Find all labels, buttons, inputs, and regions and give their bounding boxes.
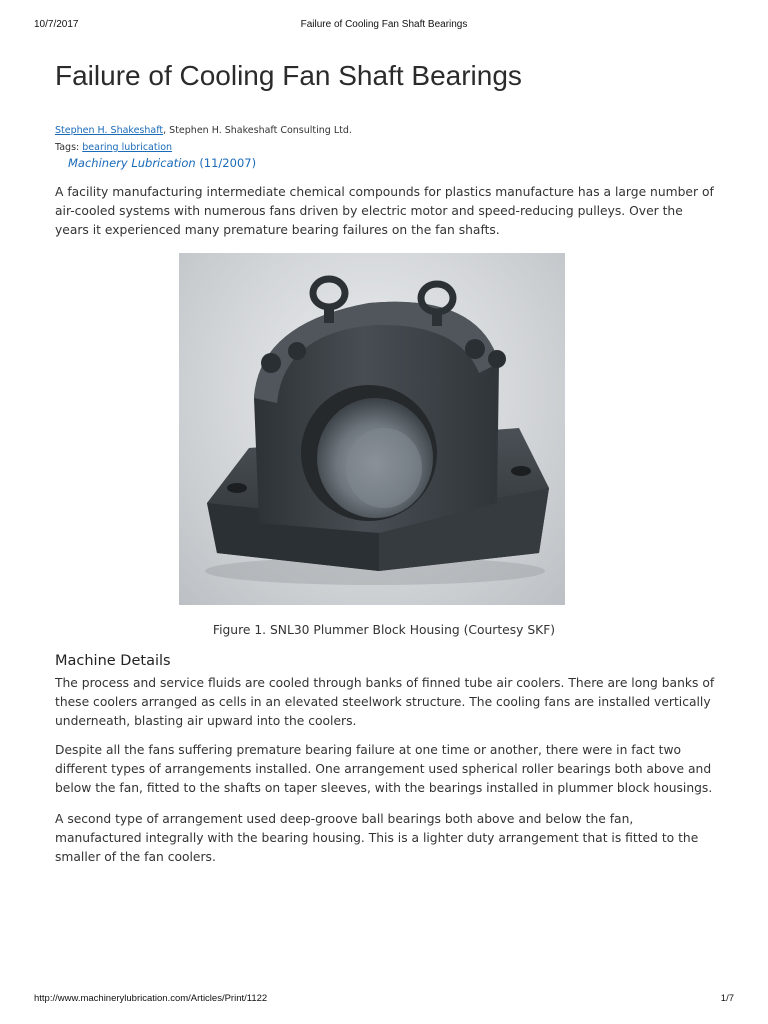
- author-link[interactable]: Stephen H. Shakeshaft: [55, 125, 164, 136]
- tags-label: Tags:: [55, 142, 83, 153]
- body-paragraph: The process and service fluids are cooled through banks of finned tube air coolers. There are long banks of these coolers arranged as cells in an elevated steelwork structure. The cooling fans are installed vertically underneath, blasting air upward into the coolers.: [55, 676, 715, 728]
- body-paragraph: A second type of arrangement used deep-groove ball bearings both above and below the fan, manufactured integrally with the bearing housing. This is a lighter duty arrangement that is fitted to the smaller of the fan coolers.: [55, 812, 699, 864]
- plummer-block-photo: [179, 253, 565, 605]
- publication-line: [68, 156, 256, 170]
- tag-link[interactable]: bearing lubrication: [82, 142, 173, 153]
- author-affiliation: , Stephen H. Shakeshaft Consulting Ltd.: [163, 125, 352, 136]
- print-date: 10/7/2017: [34, 19, 79, 30]
- intro-paragraph: A facility manufacturing intermediate chemical compounds for plastics manufacture has a large number of air-cooled systems with numerous fans driven by electric motor and speed-reducing pulleys. Over the years it experienced many premature bearing failures on the fan shafts.: [55, 185, 714, 237]
- publication-date: (11/2007): [199, 156, 257, 170]
- body-paragraph: Despite all the fans suffering premature bearing failure at one time or another, there were in fact two different types of arrangements installed. One arrangement used spherical roller bearings both above and below the fan, fitted to the shafts on taper sleeves, with the bearings installed in plummer block housings.: [55, 743, 713, 795]
- page-number: 1/7: [720, 993, 734, 1004]
- publication-name[interactable]: Machinery Lubrication: [68, 156, 196, 170]
- figure-caption: Figure 1. SNL30 Plummer Block Housing (Courtesy SKF): [212, 623, 556, 637]
- author-line: [55, 125, 352, 136]
- page-title: Failure of Cooling Fan Shaft Bearings: [55, 60, 522, 91]
- plummer-block-illustration: [179, 253, 565, 605]
- print-url: http://www.machinerylubrication.com/Articles/Print/1122: [34, 993, 268, 1004]
- section-heading: Machine Details: [55, 653, 171, 669]
- tags-line: [55, 142, 172, 153]
- print-header-title: Failure of Cooling Fan Shaft Bearings: [300, 19, 468, 30]
